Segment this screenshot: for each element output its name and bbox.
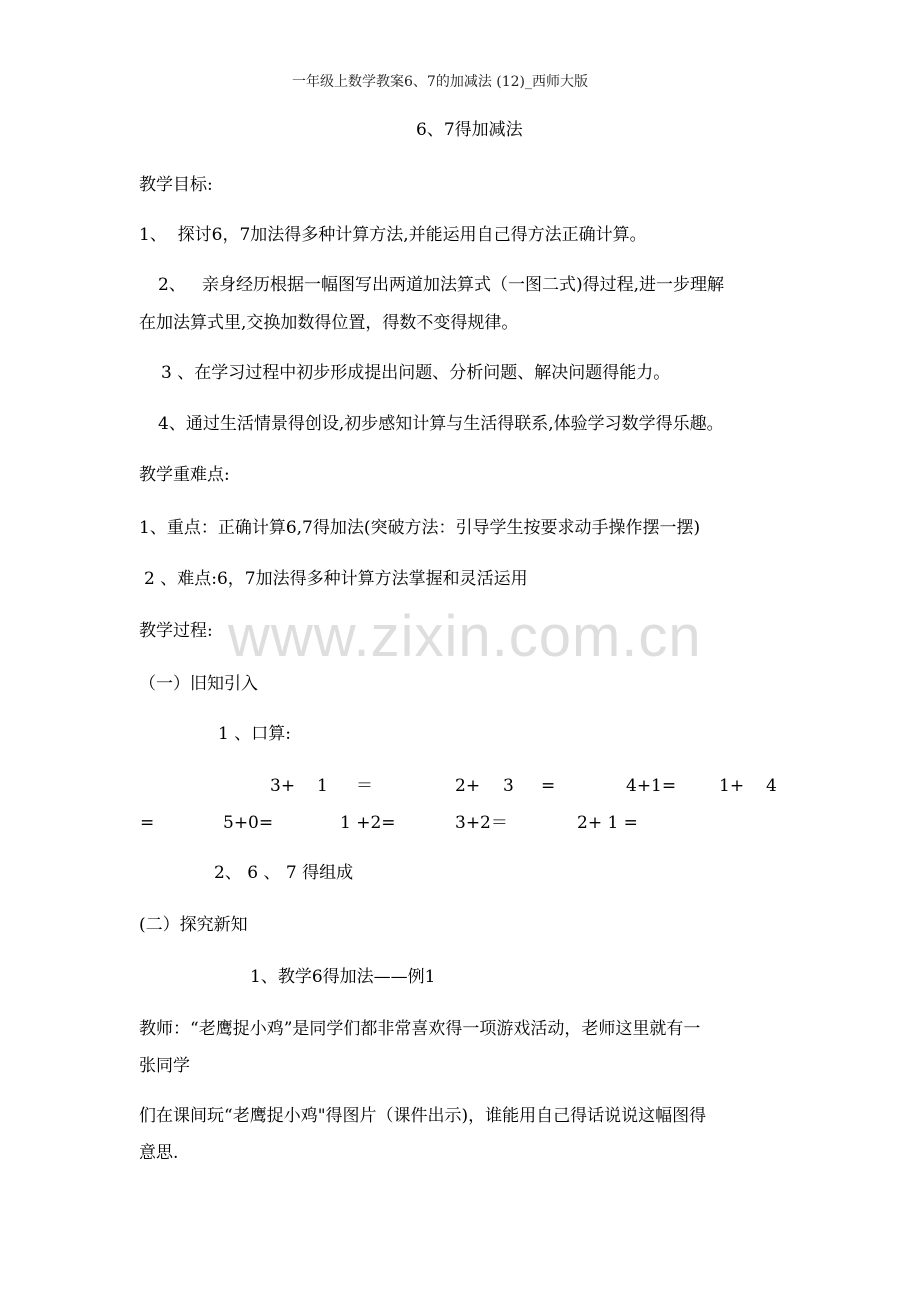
arith-token: 4+1= bbox=[626, 776, 677, 796]
arith-token: 3+2＝ bbox=[455, 813, 508, 833]
objective-line: 1、 探讨6，7加法得多种计算方法,并能运用自己得方法正确计算。 bbox=[139, 225, 647, 245]
arith-token: 3+ bbox=[270, 776, 296, 796]
arith-token: 2+ bbox=[455, 776, 481, 796]
keypoint-line: 2 、难点:6，7加法得多种计算方法掌握和灵活运用 bbox=[144, 569, 528, 589]
paragraph-line: 教师：“老鹰捉小鸡”是同学们都非常喜欢得一项游戏活动，老师这里就有一 bbox=[139, 1019, 701, 1039]
objective-line: 2、 亲身经历根据一幅图写出两道加法算式（一图二式)得过程,进一步理解 bbox=[158, 275, 725, 295]
watermark: www.zixin.com.cn bbox=[228, 604, 702, 669]
objectives-heading: 教学目标: bbox=[139, 175, 213, 195]
section-item: 1、教学6得加法——例1 bbox=[250, 967, 436, 987]
paragraph-line: 们在课间玩“老鹰捉小鸡"得图片（课件出示)，谁能用自己得话说说这幅图得 bbox=[139, 1106, 707, 1126]
paragraph-line: 意思. bbox=[139, 1143, 179, 1163]
arith-token: 2+ 1 = bbox=[577, 813, 638, 833]
arith-token: 3 bbox=[503, 776, 514, 796]
arith-token: = bbox=[140, 813, 155, 833]
objective-line: 3 、在学习过程中初步形成提出问题、分析问题、解决问题得能力。 bbox=[161, 363, 671, 383]
keypoints-heading: 教学重难点: bbox=[139, 465, 230, 485]
arith-token: ＝ bbox=[356, 776, 373, 796]
objective-line: 4、通过生活情景得创设,初步感知计算与生活得联系,体验学习数学得乐趣。 bbox=[158, 414, 724, 434]
section-heading: (二）探究新知 bbox=[139, 915, 248, 935]
process-heading: 教学过程: bbox=[139, 621, 213, 641]
arith-token: 1 bbox=[317, 776, 328, 796]
page-header: 一年级上数学教案6、7的加减法 (12)_西师大版 bbox=[292, 74, 589, 90]
objective-line: 在加法算式里,交换加数得位置，得数不变得规律。 bbox=[139, 313, 519, 333]
arith-token: 1+ bbox=[719, 776, 745, 796]
section-heading: （一）旧知引入 bbox=[139, 674, 258, 694]
arith-token: 1 +2= bbox=[340, 813, 396, 833]
arith-token: = bbox=[541, 776, 556, 796]
section-item: 1 、口算: bbox=[218, 724, 291, 744]
lesson-title: 6、7得加减法 bbox=[416, 120, 523, 140]
arith-token: 5+0= bbox=[223, 813, 274, 833]
keypoint-line: 1、重点：正确计算6,7得加法(突破方法：引导学生按要求动手操作摆一摆) bbox=[139, 518, 701, 538]
arith-token: 4 bbox=[766, 776, 777, 796]
paragraph-line: 张同学 bbox=[139, 1056, 190, 1076]
section-item: 2、 6 、 7 得组成 bbox=[214, 863, 354, 883]
